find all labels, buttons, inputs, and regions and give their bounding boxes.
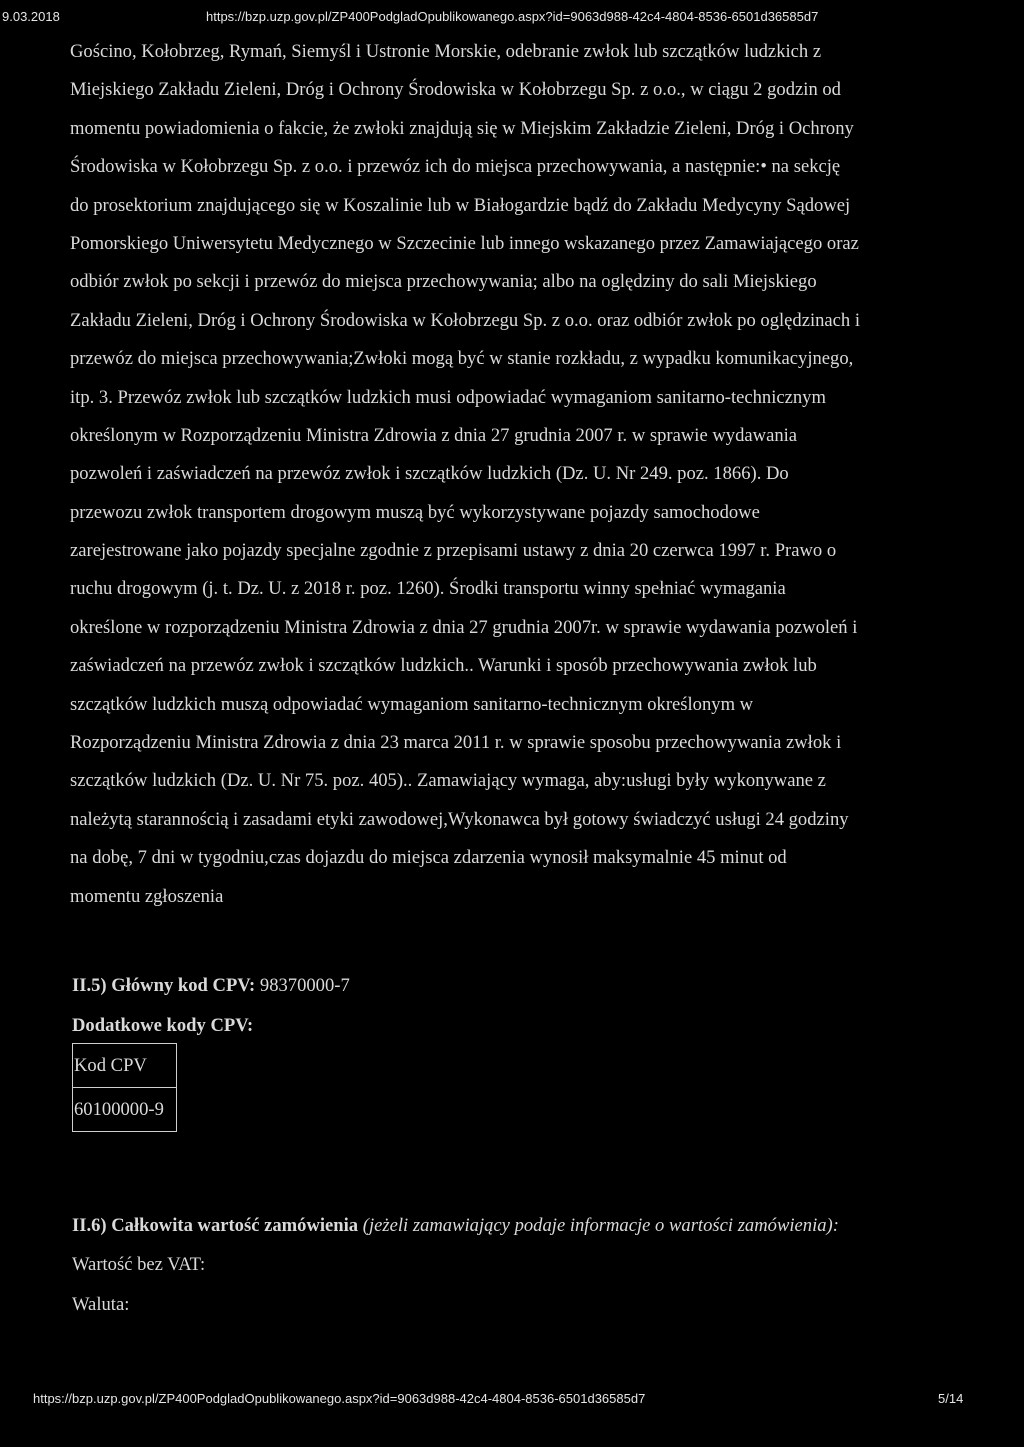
text-line: przewozu zwłok transportem drogowym muszą być wykorzystywane pojazdy samochodowe xyxy=(70,501,760,523)
text-line: Gościno, Kołobrzeg, Rymań, Siemyśl i Ustronie Morskie, odebranie zwłok lub szczątków ludzkich z xyxy=(70,41,822,62)
footer-url: https://bzp.uzp.gov.pl/ZP400PodgladOpublikowanego.aspx?id=9063d988-42c4-4804-8536-6501d36585d7 xyxy=(33,1391,646,1406)
total-value-label: II.6) Całkowita wartość zamówienia xyxy=(72,1215,359,1236)
text-line: na dobę, 7 dni w tygodniu,czas dojazdu do miejsca zdarzenia wynosił maksymalnie 45 minut od xyxy=(70,847,787,869)
text-line: momentu zgłoszenia xyxy=(70,885,224,907)
text-line: Rozporządzeniu Ministra Zdrowia z dnia 23 marca 2011 r. w sprawie sposobu przechowywania zwłok i xyxy=(70,732,842,754)
currency-label: Waluta: xyxy=(72,1294,130,1315)
text-line: przewóz do miejsca przechowywania;Zwłoki mogą być w stanie rozkładu, z wypadku komunikacyjnego, xyxy=(70,348,854,370)
text-line: zaświadczeń na przewóz zwłok i szczątków ludzkich.. Warunki i sposób przechowywania zwłok lub xyxy=(70,655,817,677)
text-line: pozwoleń i zaświadczeń na przewóz zwłok i szczątków ludzkich (Dz. U. Nr 249. poz. 1866). Do xyxy=(70,463,789,485)
print-date: 9.03.2018 xyxy=(2,9,60,24)
text-line: szczątków ludzkich muszą odpowiadać wymaganiom sanitarno-technicznym określonym w xyxy=(70,693,754,715)
text-line: itp. 3. Przewóz zwłok lub szczątków ludzkich musi odpowiadać wymaganiom sanitarno-technicznym xyxy=(70,386,826,408)
total-value-heading xyxy=(72,1215,839,1237)
table-header-cell: Kod CPV xyxy=(73,1044,177,1088)
table-cell: 60100000-9 xyxy=(73,1088,177,1132)
text-line: ruchu drogowym (j. t. Dz. U. z 2018 r. poz. 1260). Środki transportu winny spełniać wymagania xyxy=(70,578,786,600)
text-line: zarejestrowane jako pojazdy specjalne zgodnie z przepisami ustawy z dnia 20 czerwca 1997 r. Prawo o xyxy=(70,540,837,562)
text-line: Zakładu Zieleni, Dróg i Ochrony Środowiska w Kołobrzegu Sp. z o.o. oraz odbiór zwłok po oględzinach i xyxy=(70,309,861,331)
text-line: Środowiska w Kołobrzegu Sp. z o.o. i przewóz ich do miejsca przechowywania, a następnie:• na sekcję xyxy=(70,156,841,178)
header-url: https://bzp.uzp.gov.pl/ZP400PodgladOpublikowanego.aspx?id=9063d988-42c4-4804-8536-6501d36585d7 xyxy=(206,9,819,24)
description-text xyxy=(70,42,970,925)
additional-cpv-label: Dodatkowe kody CPV: xyxy=(72,1015,254,1036)
text-line: należytą starannością i zasadami etyki zawodowej,Wykonawca był gotowy świadczyć usługi 24 godziny xyxy=(70,808,849,830)
text-line: Pomorskiego Uniwersytetu Medycznego w Szczecinie lub innego wskazanego przez Zamawiającego oraz xyxy=(70,232,859,254)
text-line: określone w rozporządzeniu Ministra Zdrowia z dnia 27 grudnia 2007r. w sprawie wydawania pozwoleń i xyxy=(70,616,858,638)
text-line: określonym w Rozporządzeniu Ministra Zdrowia z dnia 27 grudnia 2007 r. w sprawie wydawania xyxy=(70,424,798,446)
total-value-note: (jeżeli zamawiający podaje informacje o wartości zamówienia): xyxy=(362,1215,839,1236)
text-line: do prosektorium znajdującego się w Koszalinie lub w Białogardzie bądź do Zakładu Medycyny Sądowej xyxy=(70,194,851,216)
page-number: 5/14 xyxy=(938,1391,964,1406)
text-line: Miejskiego Zakładu Zieleni, Dróg i Ochrony Środowiska w Kołobrzegu Sp. z o.o., w ciągu 2 godzin od xyxy=(70,79,841,101)
table-row xyxy=(73,1044,177,1088)
cpv-table xyxy=(72,1043,177,1132)
text-line: odbiór zwłok po sekcji i przewóz do miejsca przechowywania; albo na oględziny do sali Miejskiego xyxy=(70,271,817,293)
table-row xyxy=(73,1088,177,1132)
net-value-label: Wartość bez VAT: xyxy=(72,1254,206,1275)
text-line: momentu powiadomienia o fakcie, że zwłoki znajdują się w Miejskim Zakładzie Zieleni, Dróg i Ochrony xyxy=(70,117,854,139)
main-cpv-label: II.5) Główny kod CPV: xyxy=(72,975,256,996)
main-cpv xyxy=(72,975,350,997)
text-line: szczątków ludzkich (Dz. U. Nr 75. poz. 405).. Zamawiający wymaga, aby:usługi były wykonywane z xyxy=(70,770,826,792)
main-cpv-value: 98370000-7 xyxy=(259,975,350,996)
